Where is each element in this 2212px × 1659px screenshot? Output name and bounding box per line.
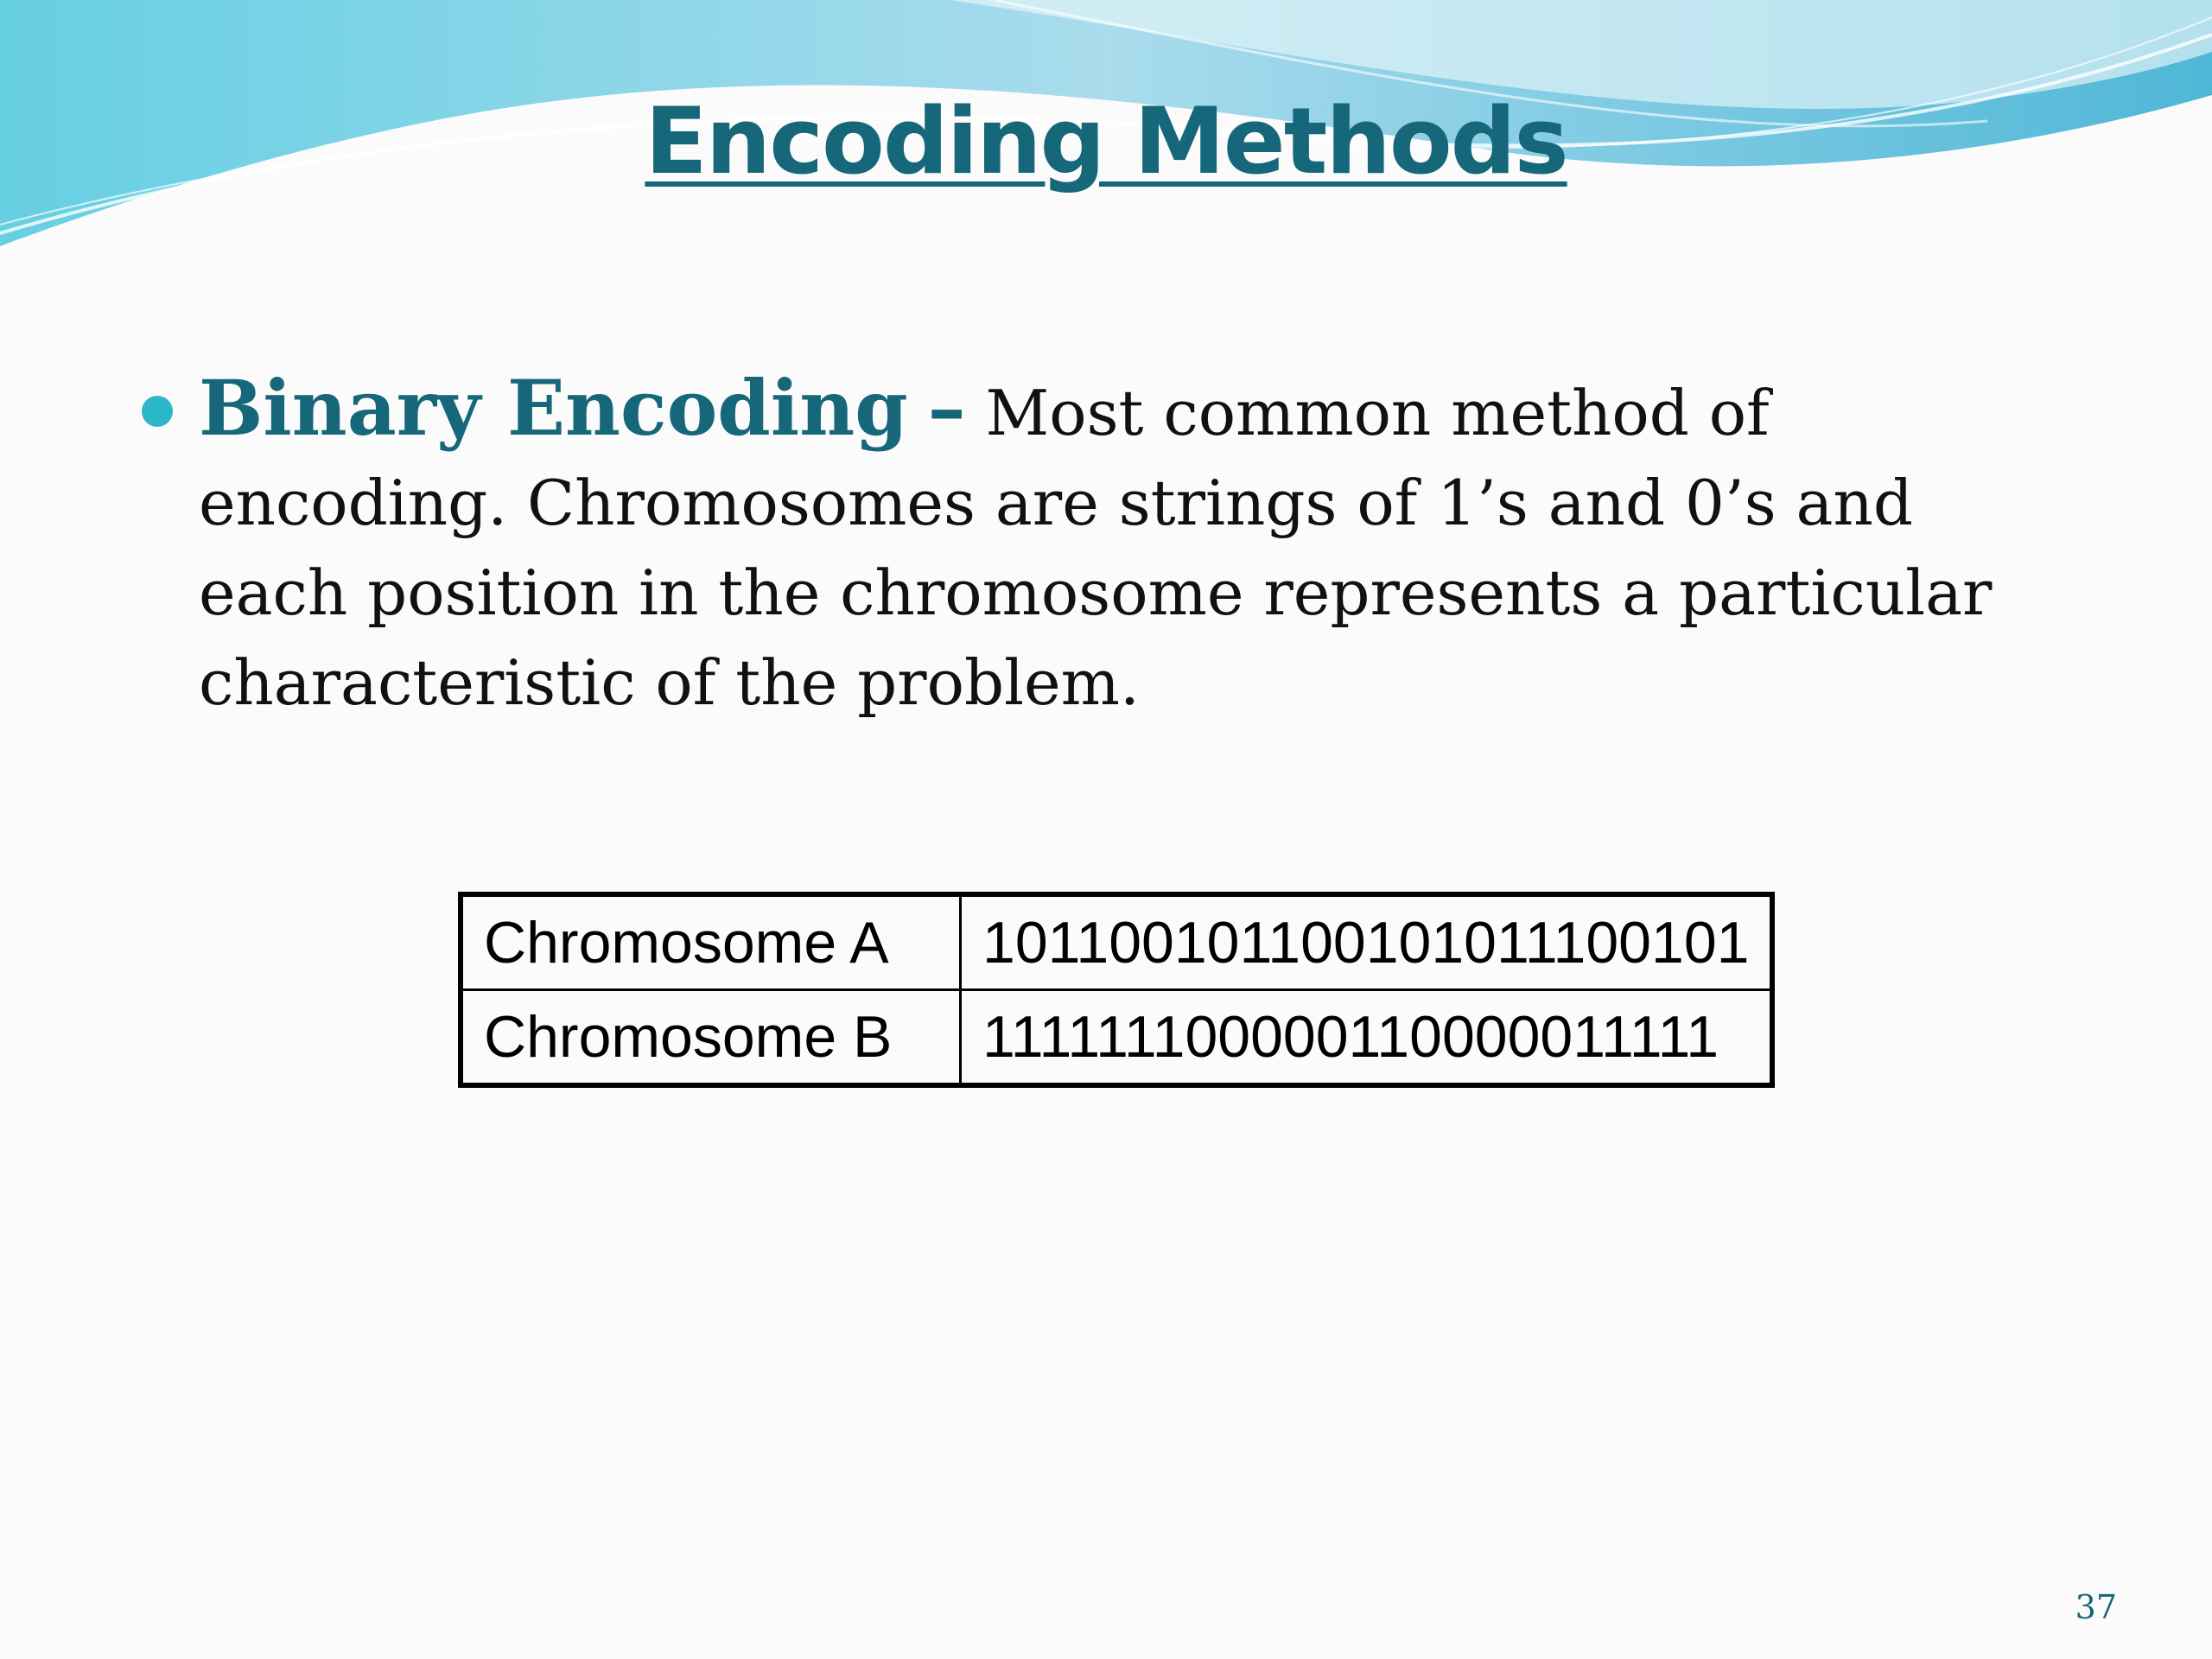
chromosome-value: 101100101100101011100101 xyxy=(961,894,1773,990)
chromosome-label: Chromosome A xyxy=(461,894,961,990)
chromosome-value: 111111100000110000011111 xyxy=(961,990,1773,1086)
chromosome-table xyxy=(458,892,1775,1088)
bullet-dot-icon xyxy=(142,396,173,427)
bullet-description: Most common method of encoding. Chromosomes are strings of 1’s and 0’s and each position in the chromosome represents a particular characteristic of the problem. xyxy=(199,377,1993,719)
slide-title-text: Encoding Methods xyxy=(645,88,1567,194)
table-row xyxy=(461,990,1772,1086)
page-number: 37 xyxy=(2075,1588,2117,1626)
slide-title xyxy=(0,86,2212,196)
bullet-term: Binary Encoding xyxy=(199,363,908,453)
table-row xyxy=(461,894,1772,990)
chromosome-label: Chromosome B xyxy=(461,990,961,1086)
bullet-dash: – xyxy=(927,363,966,453)
bullet-paragraph xyxy=(199,363,2065,728)
